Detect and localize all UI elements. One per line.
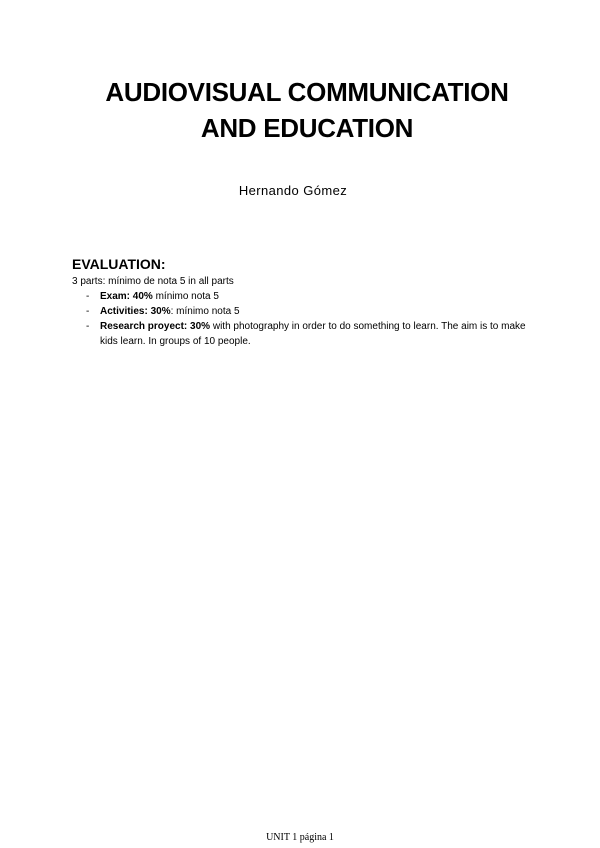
title-line-1: AUDIOVISUAL COMMUNICATION: [105, 77, 509, 107]
title-line-2: AND EDUCATION: [200, 113, 414, 143]
author-name: Hernando Gómez: [238, 183, 348, 198]
item-text: mínimo nota 5: [152, 291, 219, 302]
evaluation-item-activities: [86, 304, 536, 319]
item-label: Exam: 40%: [100, 291, 153, 302]
evaluation-heading: EVALUATION:: [72, 256, 166, 272]
page-footer: UNIT 1 página 1: [266, 832, 334, 843]
document-title: [0, 74, 600, 146]
item-text: : mínimo nota 5: [170, 306, 240, 317]
list-bullet: -: [86, 291, 90, 302]
list-bullet: -: [86, 306, 90, 317]
list-bullet: -: [86, 321, 90, 332]
evaluation-list: [86, 289, 536, 349]
evaluation-item-exam: [86, 289, 536, 304]
item-label: Research proyect: 30%: [100, 321, 211, 332]
evaluation-item-research-project: [86, 319, 536, 349]
evaluation-intro: 3 parts: mínimo de nota 5 in all parts: [72, 276, 234, 287]
item-text: with photography in order to do something to learn. The aim is to make kids learn. In groups of 10 people.: [100, 321, 526, 347]
item-label: Activities: 30%: [100, 306, 171, 317]
